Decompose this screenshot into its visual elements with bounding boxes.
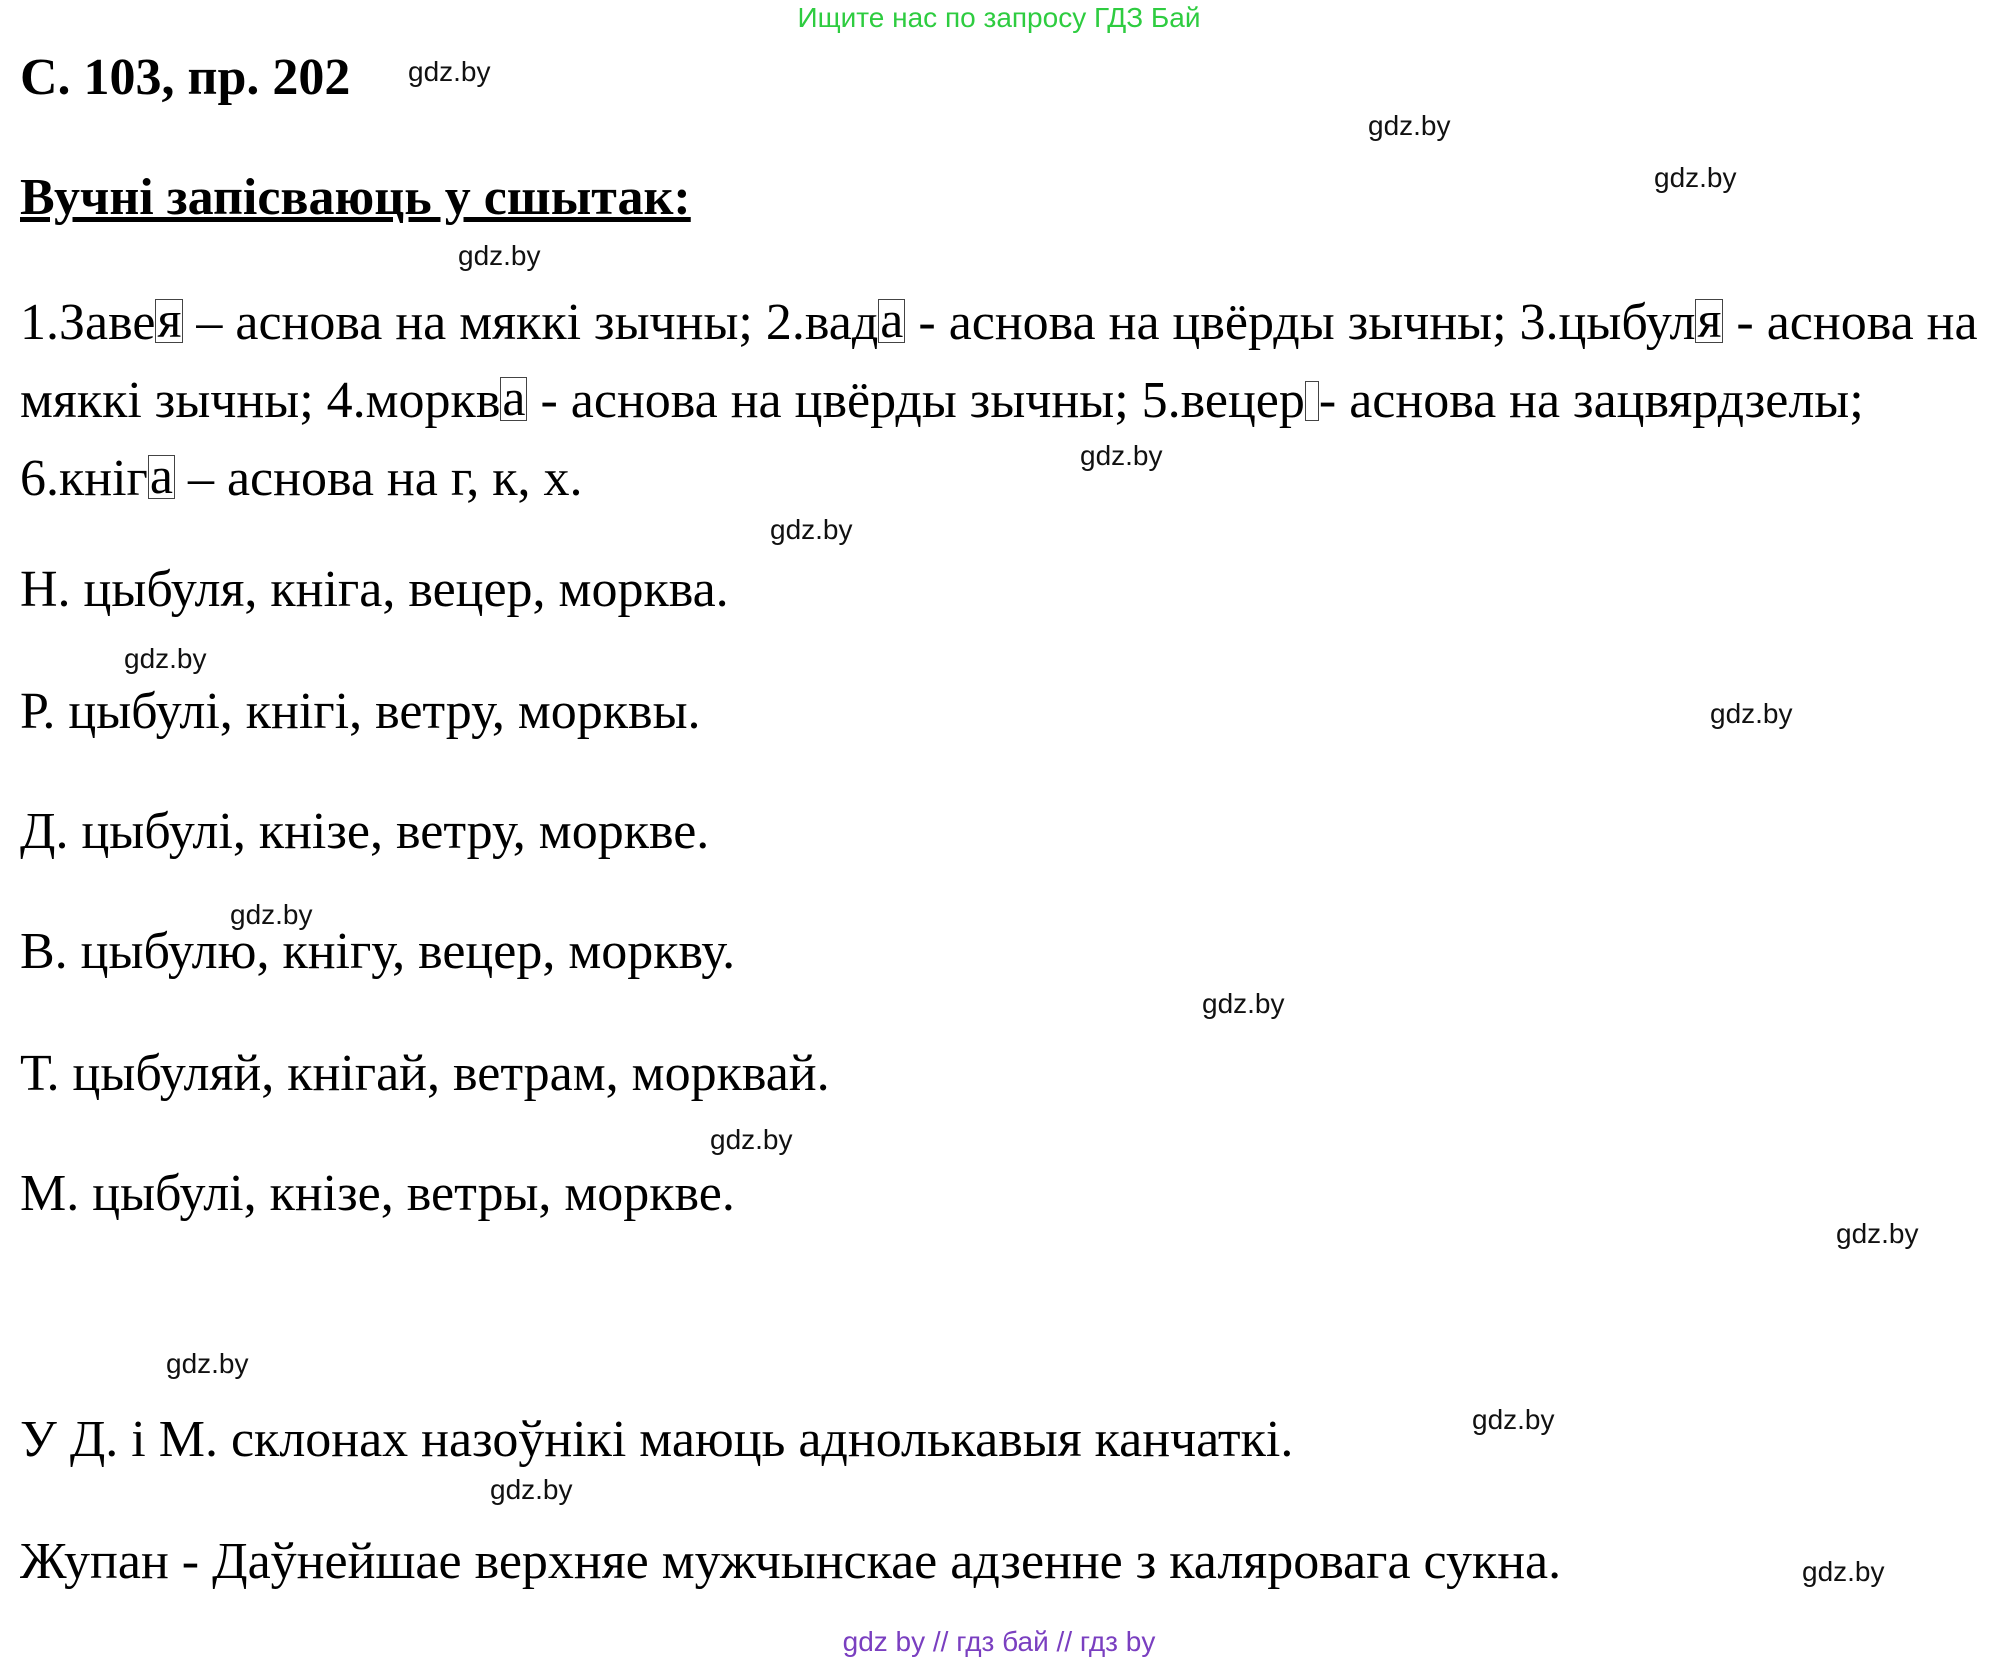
watermark: gdz.by	[490, 1474, 573, 1505]
page-title: С. 103, пр. 202	[20, 49, 351, 106]
ending-box: а	[149, 448, 173, 505]
ending-box: я	[157, 292, 182, 349]
ending-box: а	[880, 292, 904, 349]
footer-links: gdz by // гдз бай // гдз by	[842, 1626, 1156, 1657]
definition-line: Жупан - Даўнейшае верхняе мужчынскае адзенне з каляровага сукна.	[20, 1533, 1562, 1590]
watermark: gdz.by	[1472, 1404, 1555, 1435]
zero-ending-box	[1305, 381, 1319, 421]
note-line: У Д. і М. склонах назоўнікі маюць аднолькавыя канчаткі.	[20, 1411, 1294, 1468]
case-nominative: Н. цыбуля, кніга, вецер, морква.	[20, 561, 729, 618]
case-locative: М. цыбулі, кнізе, ветры, моркве.	[20, 1165, 735, 1222]
para-text: - аснова на цвёрды зычны; 3.цыбул	[905, 294, 1696, 351]
watermark: gdz.by	[1202, 988, 1285, 1019]
watermark: gdz.by	[408, 56, 491, 87]
para-text: - аснова на зацвярдзелы; 6.кніг	[20, 372, 1864, 507]
watermark: gdz.by	[1836, 1218, 1919, 1249]
watermark: gdz.by	[124, 643, 207, 674]
section-heading: Вучні запісваюць у сшытак:	[20, 169, 691, 226]
watermark: gdz.by	[1802, 1556, 1885, 1587]
watermark: gdz.by	[230, 899, 313, 930]
stems-paragraph	[20, 284, 1980, 518]
case-instrumental: Т. цыбуляй, кнігай, ветрам, морквай.	[20, 1045, 830, 1102]
para-text: – аснова на г, к, х.	[174, 450, 583, 507]
watermark: gdz.by	[458, 240, 541, 271]
para-text: - аснова на мяккі зычны; 4.моркв	[20, 294, 1978, 429]
case-accusative: В. цыбулю, кнігу, вецер, моркву.	[20, 923, 736, 980]
para-text: - аснова на цвёрды зычны; 5.вецер	[527, 372, 1305, 429]
watermark: gdz.by	[1080, 440, 1163, 471]
case-genitive: Р. цыбулі, кнігі, ветру, морквы.	[20, 683, 701, 740]
watermark: gdz.by	[166, 1348, 249, 1379]
watermark: gdz.by	[710, 1124, 793, 1155]
para-text: 1.Заве	[20, 294, 156, 351]
ending-box: я	[1697, 292, 1722, 349]
top-banner: Ищите нас по запросу ГДЗ Бай	[797, 2, 1201, 33]
watermark: gdz.by	[770, 514, 853, 545]
watermark: gdz.by	[1710, 698, 1793, 729]
para-text: – аснова на мяккі зычны; 2.вад	[183, 294, 879, 351]
watermark: gdz.by	[1368, 110, 1451, 141]
ending-box: а	[502, 370, 526, 427]
case-dative: Д. цыбулі, кнізе, ветру, моркве.	[20, 803, 710, 860]
watermark: gdz.by	[1654, 162, 1737, 193]
